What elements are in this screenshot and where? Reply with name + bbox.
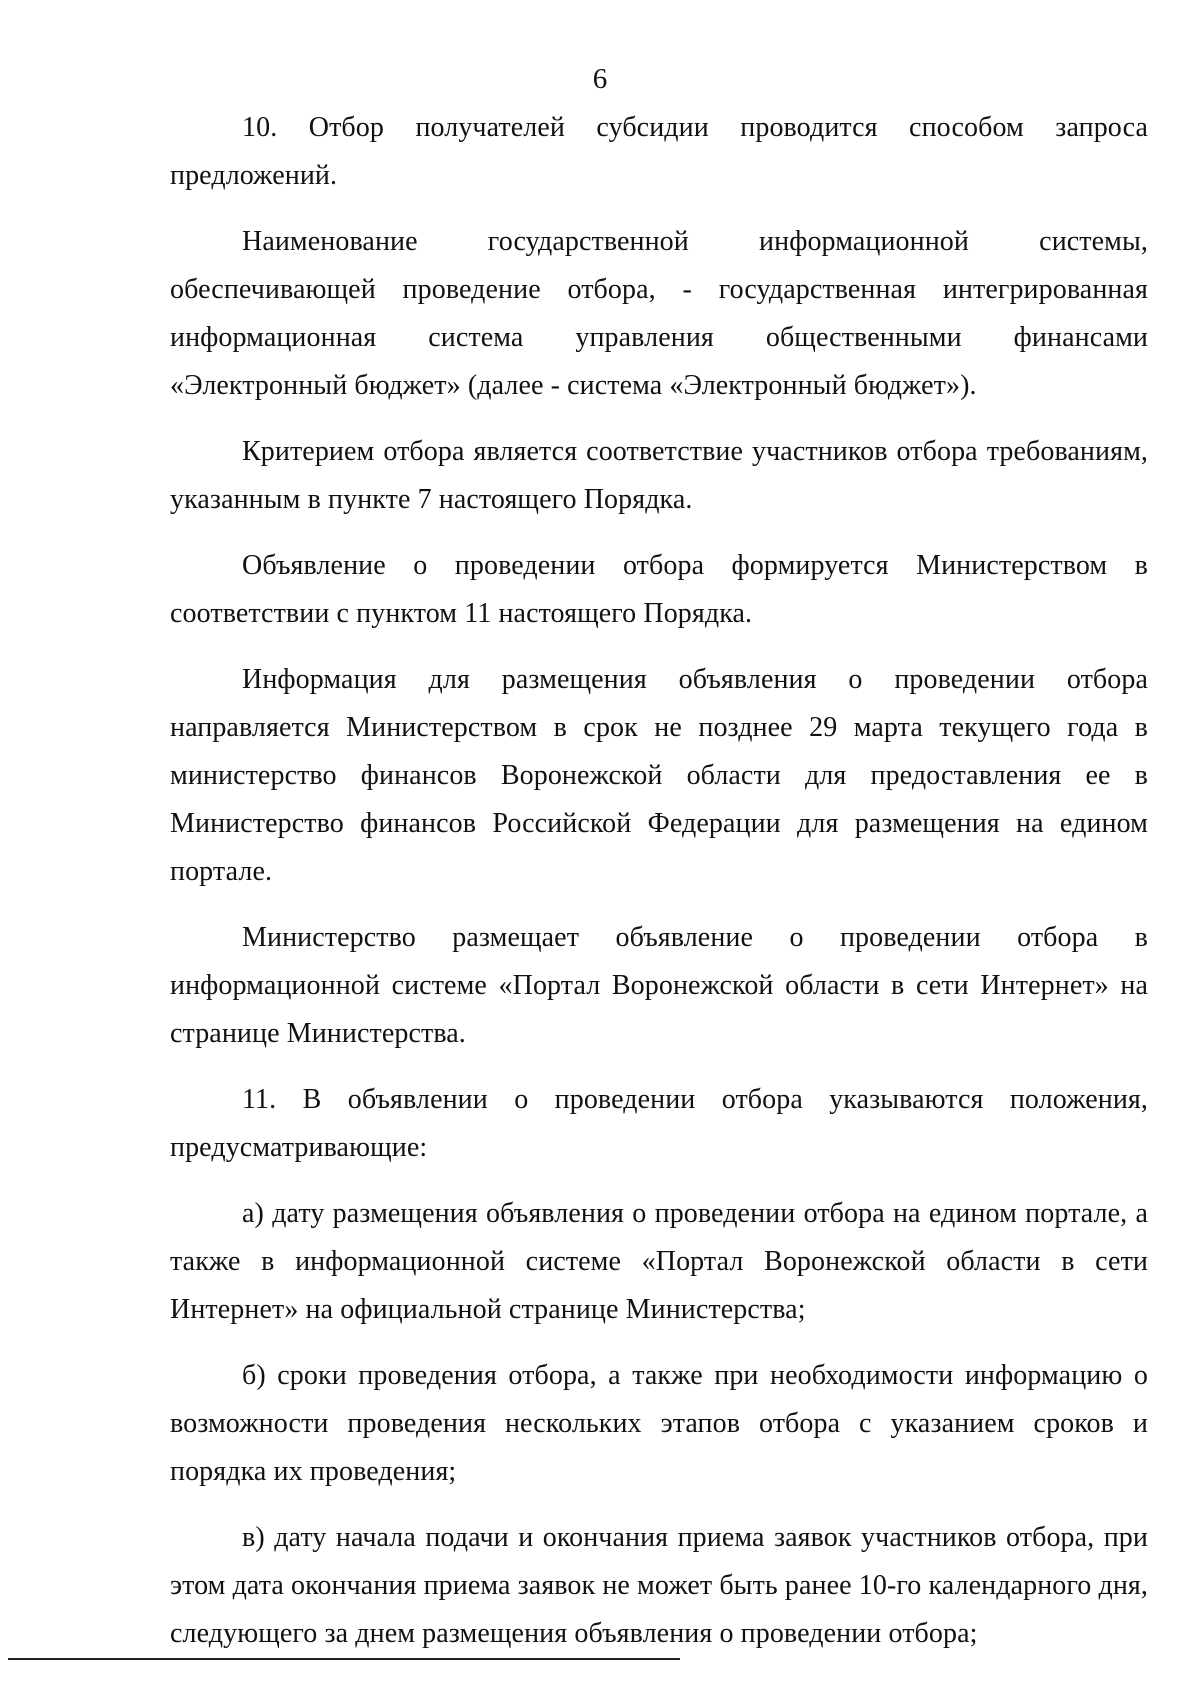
paragraph-announcement-publication: Министерство размещает объявление о проведении отбора в информационной системе «Портал Воронежской области в сети Интернет» на странице Министерства. <box>170 922 1148 1049</box>
list-item-a: а) дату размещения объявления о проведении отбора на едином портале, а также в информационной системе «Портал Воронежской области в сети Интернет» на официальной странице Министерства; <box>170 1198 1148 1325</box>
paragraph-information-system: Наименование государственной информационной системы, обеспечивающей проведение отбора, - государственная интегрированная информационная система управления общественными финансами «Электронный бюджет» (далее - система «Электронный бюджет»). <box>170 226 1148 401</box>
paragraph-item-11-announcement-contents: 11. В объявлении о проведении отбора указываются положения, предусматривающие: <box>170 1084 1148 1163</box>
list-item-v: в) дату начала подачи и окончания приема заявок участников отбора, при этом дата окончания приема заявок не может быть ранее 10-го календарного дня, следующего за днем размещения объявления о проведении отбора; <box>170 1522 1148 1649</box>
paragraph-selection-criterion: Критерием отбора является соответствие участников отбора требованиям, указанным в пункте 7 настоящего Порядка. <box>170 436 1148 515</box>
paragraph-announcement-formation: Объявление о проведении отбора формируется Министерством в соответствии с пунктом 11 настоящего Порядка. <box>170 550 1148 629</box>
paragraph-item-10-selection-method: 10. Отбор получателей субсидии проводится способом запроса предложений. <box>170 112 1148 191</box>
document-body <box>170 104 1148 1676</box>
list-item-b: б) сроки проведения отбора, а также при необходимости информацию о возможности проведения нескольких этапов отбора с указанием сроков и порядка их проведения; <box>170 1360 1148 1487</box>
bottom-divider <box>8 1658 680 1660</box>
page-number: 6 <box>592 63 608 95</box>
paragraph-announcement-information: Информация для размещения объявления о проведении отбора направляется Министерством в срок не позднее 29 марта текущего года в министерство финансов Воронежской области для предоставления ее в Министерство финансов Российской Федерации для размещения на едином портале. <box>170 664 1148 887</box>
